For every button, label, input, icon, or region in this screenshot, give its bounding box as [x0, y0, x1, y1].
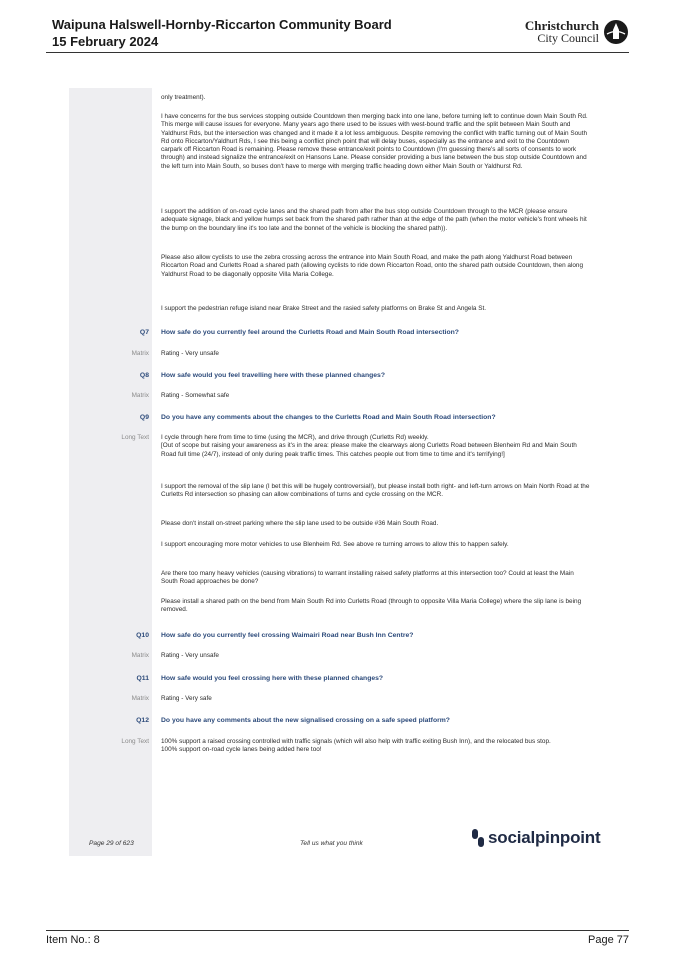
response-type: Matrix — [131, 652, 149, 659]
response-paragraph: I cycle through here from time to time (using the MCR), and drive through (Curletts Rd) weekly. [Out of scope but raising your awareness as it's in the area: please make the clearways along Curletts Road between Blenheim Rd and Main South Road full time (24/7), instead of only during peak traffic times. This catches people out from time to time and it's terrifying!] — [161, 434, 577, 458]
page-indicator: Page 29 of 623 — [89, 840, 134, 847]
response-paragraph: Are there too many heavy vehicles (causing vibrations) to warrant installing raised safety platforms at this intersection too? Could at least the Main South Road approaches be done? — [161, 570, 574, 586]
response-paragraph: I support encouraging more motor vehicles to use Blenheim Rd. See above re turning arrows to allow this to happen safely. — [161, 541, 509, 548]
response-paragraph: Please also allow cyclists to use the zebra crossing across the entrance into Main South Road, and make the path along Yaldhurst Road between Riccarton Road and Curletts Road a shared path (allowing cyclists to ride down Riccarton Road, onto the shared path outside Countdown, then along Yaldhurst Road to be diagonally opposite Villa Maria College. — [161, 254, 584, 278]
question-text: How safe would you feel crossing here with these planned changes? — [161, 675, 384, 682]
response-type: Long Text — [121, 434, 149, 441]
logo-line-1: Christchurch — [524, 18, 599, 33]
page-header — [46, 14, 629, 53]
response-paragraph: Please don't install on-street parking where the slip lane used to be outside #36 Main South Road. — [161, 520, 439, 527]
question-number: Q7 — [139, 329, 149, 336]
response-type: Matrix — [131, 350, 149, 357]
socialpinpoint-logo — [471, 828, 600, 848]
response-paragraph: Please install a shared path on the bend from Main South Rd into Curletts Road (through to opposite Villa Maria College) where the slip lane is being removed. — [161, 598, 582, 614]
response-answer: Rating - Somewhat safe — [161, 392, 230, 399]
question-number: Q11 — [136, 675, 149, 682]
cathedral-icon — [603, 19, 629, 45]
response-paragraph: I support the removal of the slip lane (I bet this will be hugely controversial!), but please install both right- and left-turn arrows on Main North Road at the Curletts Rd intersection so phasing can allow combinations of turns and cycle crossing on the MCR. — [161, 483, 590, 499]
response-paragraph: 100% support a raised crossing controlled with traffic signals (which will also help with traffic exiting Bush Inn), and the relocated bus stop. 100% support on-road cycle lanes being added here too! — [161, 738, 551, 754]
response-type: Long Text — [121, 738, 149, 745]
response-paragraph: I have concerns for the bus services stopping outside Countdown then merging back into one lane, before turning left to continue down Main South Rd. This merge will cause issues for everyone. Many years ago there used to be issues with west-bound traffic and the split between Main South and Yaldhurst Rds, but the intersection was changed and it made it a lot less ambiguous. Despite removing the conflict with traffic turning out of Main South Rd onto Riccarton/Yaldhurt Rds, I see this being a conflict pinch point that will delay buses, especially as the entrance and exit to the Countdown carpark off Riccarton Road is remaining. Please remove these entrance/exit points to Countdown (I'm guessing there's all sorts of consents to work through) and instead signalize the entrance/exit on Hansons Lane. Please consider providing a bus lane between the bus stop outside Countdown and the left turn into Main South, so buses don't have to merge with merging traffic heading down either Main South or Yaldhurst Rd. — [161, 113, 588, 170]
item-number: Item No.: 8 — [46, 934, 100, 946]
page-number: Page 77 — [588, 934, 629, 946]
pinpoint-icon — [471, 828, 485, 848]
question-text: Do you have any comments about the changes to the Curletts Road and Main South Road intersection? — [161, 414, 496, 421]
header-date: 15 February 2024 — [52, 34, 159, 49]
question-text: Do you have any comments about the new signalised crossing on a safe speed platform? — [161, 717, 450, 724]
response-answer: Rating - Very safe — [161, 695, 212, 702]
tagline: Tell us what you think — [300, 840, 363, 847]
response-type: Matrix — [131, 392, 149, 399]
response-type: Matrix — [131, 695, 149, 702]
survey-response-panel — [69, 88, 609, 856]
question-number: Q12 — [136, 717, 149, 724]
question-text: How safe would you feel travelling here with these planned changes? — [161, 372, 385, 379]
question-text: How safe do you currently feel around the Curletts Road and Main South Road intersection? — [161, 329, 459, 336]
response-paragraph: I support the pedestrian refuge island near Brake Street and the rasied safety platforms on Brake St and Angela St. — [161, 305, 487, 312]
response-paragraph: I support the addition of on-road cycle lanes and the shared path from after the bus stop outside Countdown through to the MCR (please ensure adequate signage, black and yellow humps set back from the shared path rather than at the edge of the path (when the motor vehicle's front wheels hit the bump on the boundary line it's too late and the bonnet of the vehicle is blocking the shared path)). — [161, 208, 587, 232]
page-footer — [46, 930, 629, 951]
response-paragraph: only treatment). — [161, 94, 206, 101]
question-text: How safe do you currently feel crossing Waimairi Road near Bush Inn Centre? — [161, 632, 414, 639]
response-answer: Rating - Very unsafe — [161, 652, 219, 659]
logo-line-2: City Council — [537, 31, 599, 45]
response-answer: Rating - Very unsafe — [161, 350, 219, 357]
header-title: Waipuna Halswell-Hornby-Riccarton Community Board — [52, 17, 392, 32]
question-number: Q9 — [139, 414, 149, 421]
council-logo — [525, 15, 629, 49]
question-number: Q8 — [139, 372, 149, 379]
question-number: Q10 — [136, 632, 149, 639]
brand-name: socialpinpoint — [488, 828, 601, 847]
